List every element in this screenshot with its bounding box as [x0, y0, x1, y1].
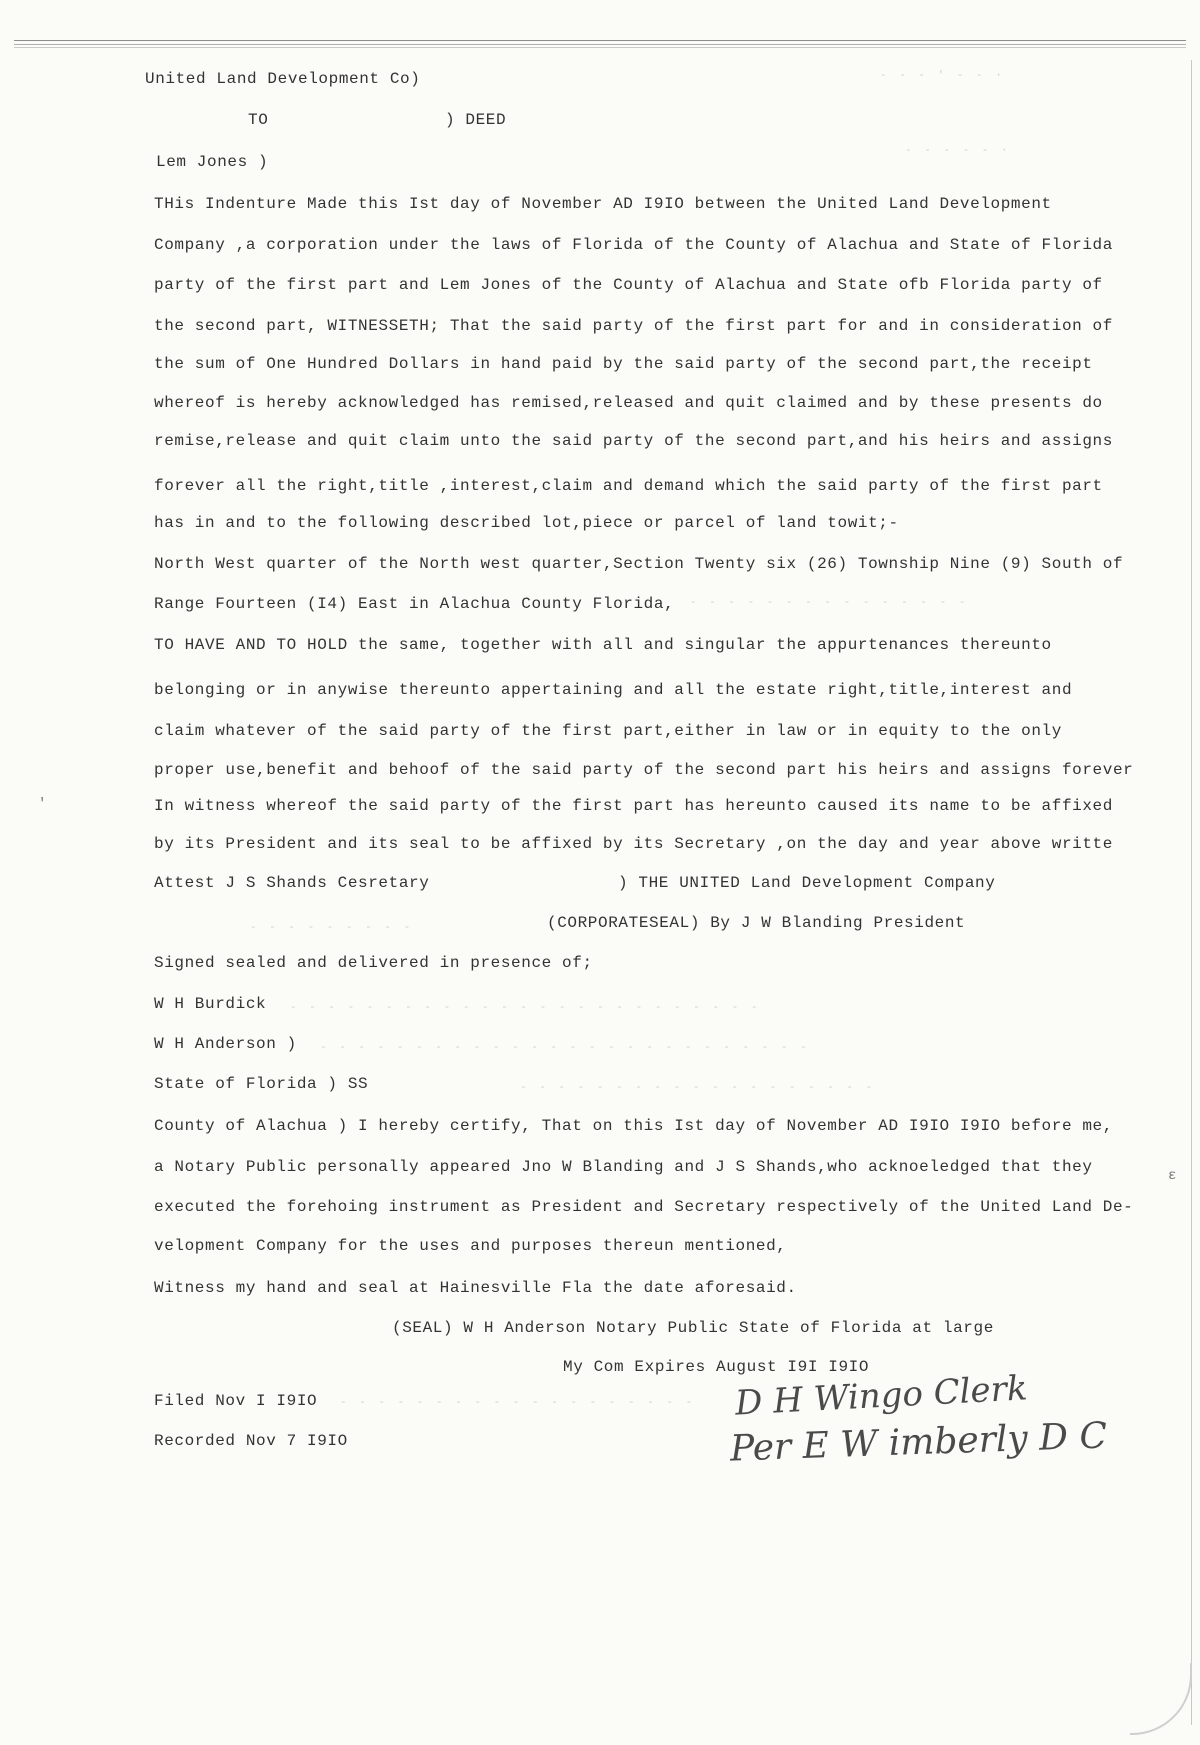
body-line: has in and to the following described lot,piece or parcel of land towit;-	[154, 514, 899, 532]
company-signature-line: ) THE UNITED Land Development Company	[618, 874, 996, 892]
body-line: Company ,a corporation under the laws of Florida of the County of Alachua and State of Florida	[154, 236, 1113, 254]
to-label: TO	[248, 111, 269, 129]
grantee-name: Lem Jones )	[156, 153, 269, 171]
filed-date: Filed Nov I I9IO	[154, 1392, 318, 1410]
recorded-date: Recorded Nov 7 I9IO	[154, 1432, 348, 1450]
venue-line: State of Florida ) SS	[154, 1075, 369, 1093]
bleed-through-mark: - - - - - - - - - - - - - - - - - - - - - - - - - -	[320, 1042, 810, 1054]
acknowledgment-line: velopment Company for the uses and purposes thereun mentioned,	[154, 1237, 787, 1255]
witness-name: W H Anderson )	[154, 1035, 297, 1053]
body-line: forever all the right,title ,interest,claim and demand which the said party of the first part	[154, 477, 1103, 495]
legal-description-line: North West quarter of the North west quarter,Section Twenty six (26) Township Nine (9) South of	[154, 555, 1124, 573]
habendum-line: TO HAVE AND TO HOLD the same, together with all and singular the appurtenances thereunto	[154, 636, 1052, 654]
bleed-through-mark: - - - - - - - - - - - - - - - - - - -	[520, 1082, 876, 1094]
testimonium-line: In witness whereof the said party of the first part has hereunto caused its name to be affixed	[154, 797, 1113, 815]
signed-sealed-line: Signed sealed and delivered in presence of;	[154, 954, 593, 972]
acknowledgment-line: Witness my hand and seal at Hainesville Fla the date aforesaid.	[154, 1279, 797, 1297]
body-line: party of the first part and Lem Jones of the County of Alachua and State ofb Florida party of	[154, 276, 1103, 294]
bleed-through-mark: - - - - - ·	[905, 145, 1011, 157]
top-rule-tertiary	[14, 47, 1186, 48]
top-rule	[14, 40, 1186, 41]
body-line: the second part, WITNESSETH; That the said party of the first part for and in consideration of	[154, 317, 1113, 335]
bleed-through-mark: - - - - - - - - - - - - - - -	[690, 597, 969, 609]
notary-line: (SEAL) W H Anderson Notary Public State of Florida at large	[392, 1319, 994, 1337]
margin-mark: '	[38, 796, 47, 812]
grantor-name: United Land Development Co)	[145, 70, 421, 88]
habendum-line: proper use,benefit and behoof of the said party of the second part his heirs and assigns forever	[154, 761, 1134, 779]
acknowledgment-line: County of Alachua ) I hereby certify, That on this Ist day of November AD I9IO I9IO before me,	[154, 1117, 1113, 1135]
legal-description-line: Range Fourteen (I4) East in Alachua County Florida,	[154, 595, 675, 613]
page-edge	[1191, 60, 1192, 1725]
habendum-line: belonging or in anywise thereunto appertaining and all the estate right,title,interest and	[154, 681, 1073, 699]
bleed-through-mark: - - - - - - - - -	[250, 922, 414, 934]
acknowledgment-line: executed the forehoing instrument as President and Secretary respectively of the United Land De-	[154, 1198, 1134, 1216]
clerk-signature: D H Wingo Clerk	[734, 1368, 1029, 1424]
acknowledgment-line: a Notary Public personally appeared Jno W Blanding and J S Shands,who acknoeledged that they	[154, 1158, 1093, 1176]
habendum-line: claim whatever of the said party of the first part,either in law or in equity to the only	[154, 722, 1062, 740]
page-corner-curl	[1130, 1663, 1192, 1735]
body-line: whereof is hereby acknowledged has remised,released and quit claimed and by these presents do	[154, 394, 1103, 412]
body-line: remise,release and quit claim unto the said party of the second part,and his heirs and assigns	[154, 432, 1113, 450]
bleed-through-mark: - - - ' - - ·	[880, 70, 1005, 82]
attest-line: Attest J S Shands Cesretary	[154, 874, 430, 892]
deputy-clerk-signature: Per E W imberly D C	[729, 1415, 1108, 1470]
witness-name: W H Burdick	[154, 995, 267, 1013]
bleed-through-mark: - - - - - - - - - - - - - - - - - - -	[340, 1397, 696, 1409]
margin-mark: ɛ	[1168, 1168, 1177, 1184]
deed-label: ) DEED	[445, 111, 507, 129]
body-line: THis Indenture Made this Ist day of November AD I9IO between the United Land Development	[154, 195, 1052, 213]
bleed-through-mark: - - - - - - - - - - - - - - - - - - - - - - - - -	[290, 1002, 761, 1014]
top-rule-secondary	[14, 44, 1186, 45]
commission-line: My Com Expires August I9I I9IO	[563, 1358, 870, 1376]
body-line: the sum of One Hundred Dollars in hand paid by the said party of the second part,the receipt	[154, 355, 1093, 373]
testimonium-line: by its President and its seal to be affixed by its Secretary ,on the day and year above writte	[154, 835, 1113, 853]
corporate-seal-line: (CORPORATESEAL) By J W Blanding President	[547, 914, 966, 932]
